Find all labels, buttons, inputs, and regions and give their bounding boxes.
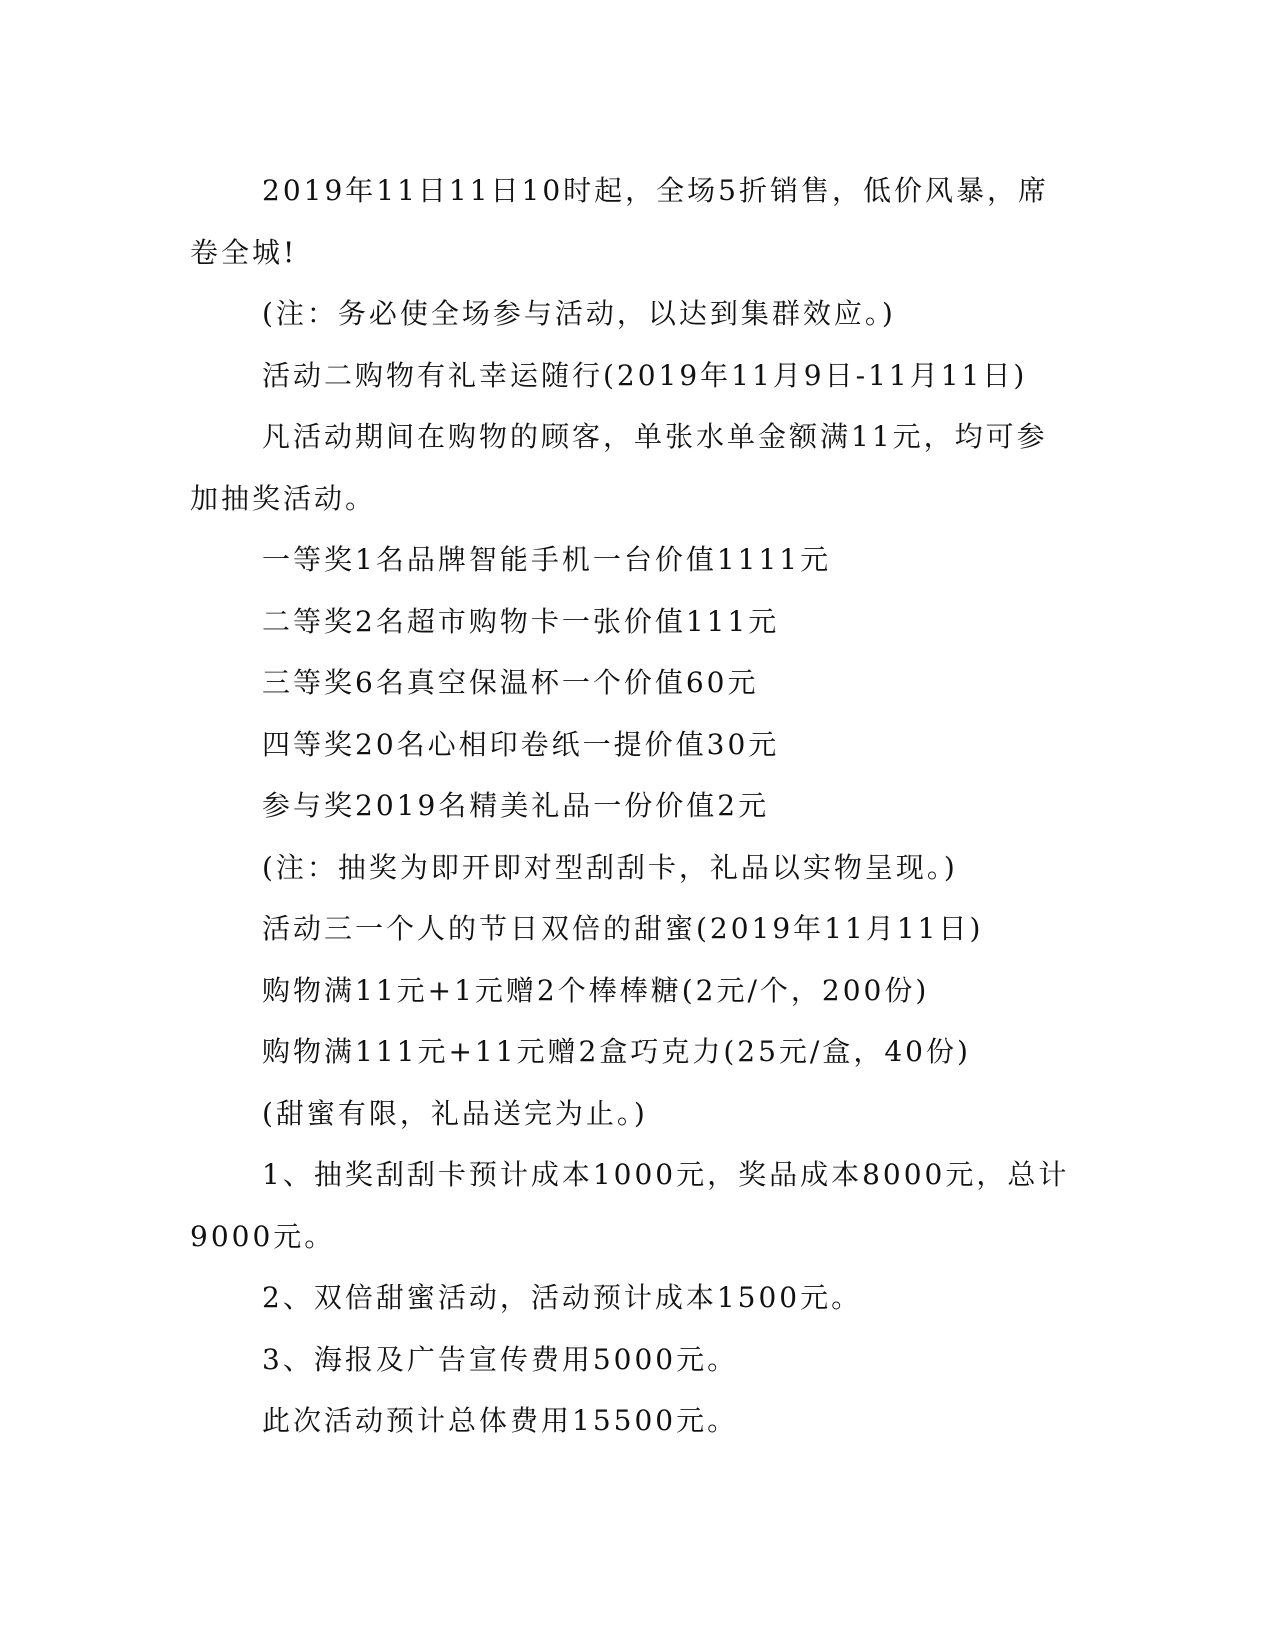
budget-item-lottery: 1、抽奖刮刮卡预计成本1000元，奖品成本8000元，总计9000元。 — [190, 1158, 1070, 1253]
prize-second: 二等奖2名超市购物卡一张价值111元 — [262, 604, 780, 638]
paragraph-note-participation: (注：务必使全场参与活动，以达到集群效应。) — [262, 297, 896, 330]
prize-participation: 参与奖2019名精美礼品一份价值2元 — [262, 789, 770, 822]
paragraph-lottery-eligibility: 凡活动期间在购物的顾客，单张水单金额满11元，均可参加抽奖活动。 — [190, 420, 1048, 515]
document-body — [190, 160, 1070, 1452]
gift-lollipop: 购物满11元+1元赠2个棒棒糖(2元/个，200份) — [262, 973, 930, 1007]
gift-chocolate: 购物满111元+11元赠2盒巧克力(25元/盒，40份) — [262, 1035, 971, 1068]
prize-first: 一等奖1名品牌智能手机一台价值1111元 — [262, 543, 832, 576]
paragraph-activity-three-title: 活动三一个人的节日双倍的甜蜜(2019年11月11日) — [262, 912, 984, 945]
prize-fourth: 四等奖20名心相印卷纸一提价值30元 — [262, 727, 780, 761]
paragraph-note-scratch-card: (注：抽奖为即开即对型刮刮卡，礼品以实物呈现。) — [262, 850, 958, 884]
prize-third: 三等奖6名真空保温杯一个价值60元 — [262, 666, 759, 699]
budget-item-advertising: 3、海报及广告宣传费用5000元。 — [262, 1342, 739, 1376]
paragraph-activity-two-title: 活动二购物有礼幸运随行(2019年11月9日-11月11日) — [262, 358, 1028, 392]
budget-item-sweet: 2、双倍甜蜜活动，活动预计成本1500元。 — [262, 1281, 863, 1314]
paragraph-sale-announcement: 2019年11日11日10时起，全场5折销售，低价风暴，席卷全城! — [190, 174, 1049, 269]
budget-total: 此次活动预计总体费用15500元。 — [262, 1404, 739, 1437]
paragraph-note-limited: (甜蜜有限，礼品送完为止。) — [262, 1096, 648, 1130]
